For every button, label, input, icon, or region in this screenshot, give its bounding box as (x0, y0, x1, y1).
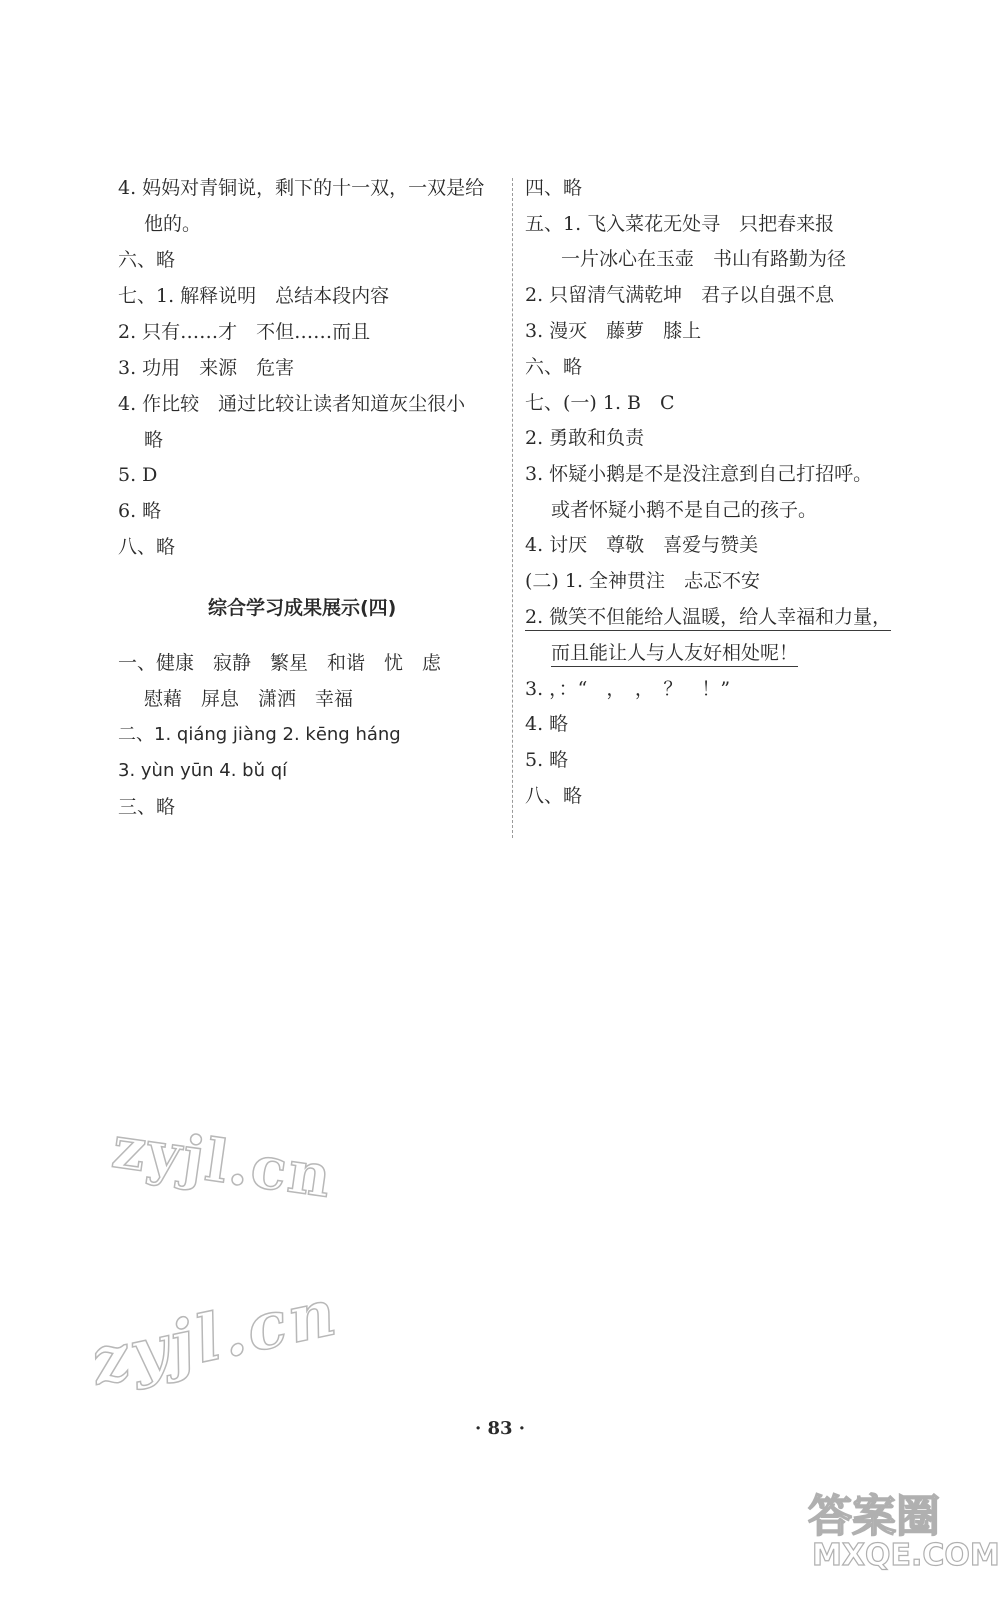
answer-line: 慰藉 屏息 潇洒 幸福 (144, 688, 354, 710)
corner-logo (800, 1480, 1000, 1590)
underlined-answer: 而且能让人与人友好相处呢！ (551, 642, 798, 667)
answer-line: 或者怀疑小鹅不是自己的孩子。 (551, 499, 818, 521)
pinyin-line: 3. yùn yūn 4. bǔ qí (118, 760, 288, 781)
answer-line: 三、略 (118, 796, 176, 818)
answer-line (525, 605, 891, 629)
answer-line: 四、略 (525, 177, 583, 199)
column-divider (512, 178, 513, 838)
answer-line: 4. 妈妈对青铜说，剩下的十一双，一双是给 (118, 177, 485, 199)
answer-line: 一、健康 寂静 繁星 和谐 忧 虑 (118, 652, 442, 674)
pinyin-line: 二、1. qiáng jiàng 2. kēng háng (118, 724, 401, 745)
logo-chinese-text: 答案圈 (808, 1491, 940, 1542)
answer-line: 5. D (118, 464, 158, 486)
answer-line: 八、略 (118, 536, 176, 558)
section-title: 综合学习成果展示(四) (208, 597, 397, 619)
answer-line: 七、1. 解释说明 总结本段内容 (118, 285, 390, 307)
answer-line: 6. 略 (118, 500, 162, 522)
answer-line: 略 (144, 429, 164, 451)
answer-line: 2. 只有……才 不但……而且 (118, 321, 371, 343)
watermark: zyjl.cn (84, 1274, 345, 1401)
answer-line: 4. 作比较 通过比较让读者知道灰尘很小 (118, 393, 466, 415)
answer-line: 五、1. 飞入菜花无处寻 只把春来报 (525, 213, 835, 235)
logo-url-text: MXQE.COM (812, 1538, 1000, 1573)
answer-line: 3. ，：“ ， ， ？ ！” (525, 678, 731, 700)
answer-line: 3. 漫灭 藤萝 膝上 (525, 320, 702, 342)
answer-line: 六、略 (118, 249, 176, 271)
answer-line: (二) 1. 全神贯注 忐忑不安 (525, 570, 761, 592)
answer-line: 4. 略 (525, 713, 569, 735)
answer-line: 3. 功用 来源 危害 (118, 357, 295, 379)
answer-line: 一片冰心在玉壶 书山有路勤为径 (561, 248, 847, 270)
answer-line: 5. 略 (525, 749, 569, 771)
underlined-answer: 2. 微笑不但能给人温暖，给人幸福和力量， (525, 606, 891, 631)
answer-line: 3. 怀疑小鹅是不是没注意到自己打招呼。 (525, 463, 873, 485)
answer-line: 七、(一) 1. B C (525, 392, 675, 414)
answer-line: 六、略 (525, 356, 583, 378)
watermark: zyjl.cn (108, 1112, 337, 1212)
answer-line: 2. 勇敢和负责 (525, 427, 645, 449)
answer-line: 八、略 (525, 785, 583, 807)
answer-line: 4. 讨厌 尊敬 喜爱与赞美 (525, 534, 759, 556)
answer-line (551, 641, 798, 665)
answer-line: 他的。 (144, 213, 202, 235)
answer-line: 2. 只留清气满乾坤 君子以自强不息 (525, 284, 835, 306)
page-number: · 83 · (474, 1418, 526, 1439)
